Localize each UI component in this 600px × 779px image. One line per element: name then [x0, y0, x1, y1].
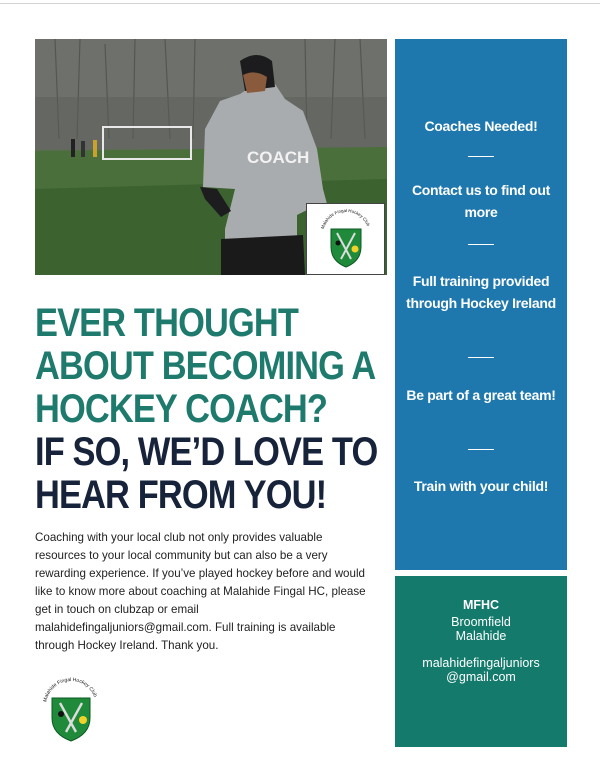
contact-address-line-2: Malahide [455, 629, 507, 643]
bottom-logo-label: Malahide Fingal Hockey Club [42, 676, 99, 703]
logo-label: Malahide Fingal Hockey Club [319, 207, 372, 230]
headline [35, 301, 378, 517]
club-logo-bottom [38, 676, 104, 747]
benefit-item-1: Coaches Needed! [424, 118, 538, 134]
divider [468, 449, 494, 450]
divider [468, 357, 494, 358]
headline-line-1: EVER THOUGHT [35, 301, 298, 345]
contact-panel [395, 576, 567, 747]
contact-email[interactable]: malahidefingaljuniors@gmail.com [422, 656, 540, 684]
benefit-item-2: Contact us to find out more [411, 182, 551, 220]
headline-line-2: ABOUT BECOMING A [35, 344, 376, 388]
club-logo-inset [306, 203, 385, 275]
benefits-panel [395, 39, 567, 570]
contact-name: MFHC [462, 598, 500, 612]
divider [468, 244, 494, 245]
benefit-item-4: Be part of a great team! [406, 387, 556, 403]
headline-line-5: HEAR FROM YOU! [35, 473, 327, 517]
divider [468, 156, 494, 157]
benefit-item-3: Full training provided through Hockey Ireland [406, 273, 556, 311]
jacket-text: COACH [247, 148, 310, 167]
headline-line-4: IF SO, WE’D LOVE TO [35, 430, 378, 474]
contact-address-line-1: Broomfield [451, 615, 511, 629]
headline-line-3: HOCKEY COACH? [35, 387, 328, 431]
body-paragraph: Coaching with your local club not only provides valuable resources to your local community but can also be a very rewarding experience. If you’ve played hockey before and would like to know more about coaching at Malahide Fingal HC, please get in touch on clubzap or email malahidefingaljuniors@gmail.com. Full training is available through Hockey Ireland. Thank you. [35, 531, 366, 652]
svg-text:Malahide Fingal Hockey Club [320, 208, 371, 230]
top-border-line [0, 3, 600, 4]
benefit-item-5: Train with your child! [413, 478, 549, 494]
